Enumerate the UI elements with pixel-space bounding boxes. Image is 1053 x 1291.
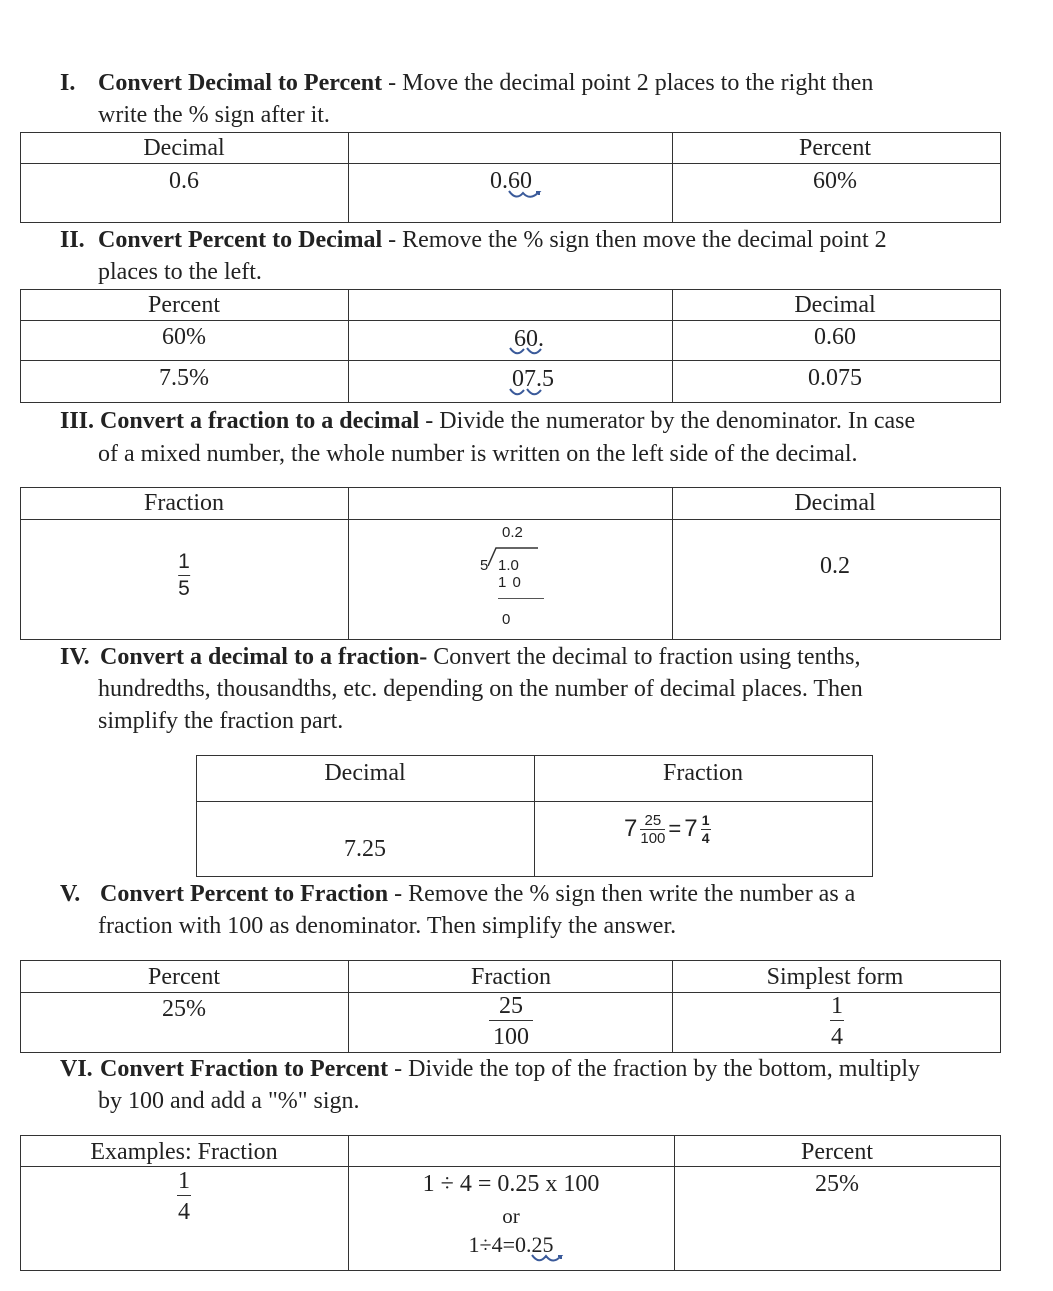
fraction-to-percent-table xyxy=(20,1135,1001,1271)
cell-percent: 60% xyxy=(162,324,206,350)
cell-decimal: 7.25 xyxy=(344,836,386,862)
section-numeral: V. xyxy=(60,881,81,907)
header-fraction: Fraction xyxy=(144,490,224,516)
section-desc-line2: fraction with 100 as denominator. Then simplify the answer. xyxy=(98,913,677,939)
header-percent: Percent xyxy=(148,964,220,990)
percent-to-decimal-table xyxy=(20,289,1001,403)
section-title: Convert Percent to Fraction xyxy=(100,881,389,907)
header-decimal: Decimal xyxy=(794,490,876,516)
cell-work-line3: 1÷4=0.25 xyxy=(468,1232,554,1257)
quotient: 0.2 xyxy=(502,524,523,541)
section-desc: - Remove the % sign then move the decimal point 2 xyxy=(382,227,887,253)
section-desc-line2: write the % sign after it. xyxy=(98,102,330,128)
fraction: 1 5 xyxy=(178,550,190,600)
section-text xyxy=(98,226,887,254)
decimal-to-percent-table xyxy=(20,132,1001,223)
product: 1 0 xyxy=(498,574,522,591)
section-desc-line2: of a mixed number, the whole number is written on the left side of the decimal. xyxy=(98,441,858,467)
section-numeral: II. xyxy=(60,227,85,253)
section-desc-line2: hundredths, thousandths, etc. depending on the number of decimal places. Then xyxy=(98,676,863,702)
cell-decimal: 0.60 xyxy=(814,324,856,350)
section-text xyxy=(100,643,860,671)
header-percent: Percent xyxy=(799,135,871,161)
decimal-to-fraction-table xyxy=(196,755,873,877)
cell-work-line2: or xyxy=(502,1204,520,1228)
header-decimal: Decimal xyxy=(324,760,406,786)
cell-decimal: 0.2 xyxy=(820,553,850,579)
mixed-fraction: 7 25 100 = 7 1 4 xyxy=(624,811,710,847)
header-fraction: Fraction xyxy=(471,964,551,990)
header-percent: Percent xyxy=(801,1139,873,1165)
cell-percent: 7.5% xyxy=(159,365,209,391)
section-desc: Convert the decimal to fraction using tenths, xyxy=(427,644,861,670)
section-numeral: IV. xyxy=(60,644,90,670)
decimal-move-arrow-icon xyxy=(507,189,547,201)
section-text xyxy=(100,880,855,908)
cell-percent: 60% xyxy=(813,168,857,194)
section-text xyxy=(100,407,915,435)
section-heading xyxy=(60,69,75,97)
header-decimal: Decimal xyxy=(143,135,225,161)
section-title: Convert a decimal to a fraction- xyxy=(100,644,428,670)
section-title: Convert Decimal to Percent xyxy=(98,70,383,96)
cell-percent: 25% xyxy=(815,1171,859,1197)
cell-work-line1: 1 ÷ 4 = 0.25 x 100 xyxy=(422,1171,600,1197)
cell-decimal: 0.075 xyxy=(808,365,862,391)
header-simplest-form: Simplest form xyxy=(766,964,904,990)
remainder: 0 xyxy=(502,611,511,628)
percent-to-fraction-table xyxy=(20,960,1001,1053)
cell-simplest: 1 4 xyxy=(831,993,843,1050)
section-text xyxy=(98,69,873,97)
section-desc-line2: places to the left. xyxy=(98,259,262,285)
section-title: Convert a fraction to a decimal xyxy=(100,408,420,434)
section-desc: - Move the decimal point 2 places to the right then xyxy=(382,70,874,96)
cell-work: 0.60 xyxy=(490,168,532,194)
cell-work: 60. xyxy=(514,326,544,352)
section-desc: - Divide the top of the fraction by the bottom, multiply xyxy=(388,1056,921,1082)
header-percent: Percent xyxy=(148,292,220,318)
decimal-move-arrow-icon xyxy=(507,346,547,358)
cell-fraction: 1 4 xyxy=(178,1168,190,1225)
header-fraction: Fraction xyxy=(663,760,743,786)
header-fraction: Examples: Fraction xyxy=(90,1139,278,1165)
dividend: 1.0 xyxy=(498,557,519,574)
section-desc-line3: simplify the fraction part. xyxy=(98,708,344,734)
section-desc-line2: by 100 and add a "%" sign. xyxy=(98,1088,360,1114)
section-title: Convert Fraction to Percent xyxy=(100,1056,389,1082)
divisor: 5 xyxy=(480,557,489,574)
cell-fraction: 25 100 xyxy=(489,994,533,1049)
header-decimal: Decimal xyxy=(794,292,876,318)
section-desc: - Remove the % sign then write the number as a xyxy=(388,881,856,907)
section-numeral: VI. xyxy=(60,1056,93,1082)
decimal-move-arrow-icon xyxy=(529,1253,569,1265)
cell-decimal: 0.6 xyxy=(169,168,199,194)
cell-work: 07.5 xyxy=(512,366,554,392)
fraction-to-decimal-table xyxy=(20,487,1001,640)
section-text xyxy=(100,1055,920,1083)
section-title: Convert Percent to Decimal xyxy=(98,227,383,253)
decimal-move-arrow-icon xyxy=(507,387,547,399)
section-numeral: III. xyxy=(60,408,95,434)
section-desc: - Divide the numerator by the denominator. In case xyxy=(419,408,916,434)
long-division xyxy=(476,522,566,632)
section-numeral: I. xyxy=(60,70,76,96)
cell-percent: 25% xyxy=(162,996,206,1022)
